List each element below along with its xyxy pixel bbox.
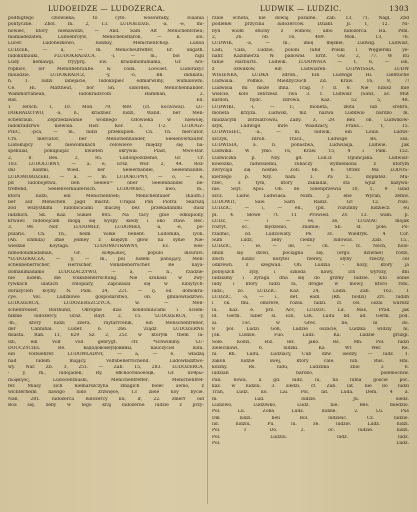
right-column-line: LUDZIC, — i, — en., (pd. rozumny ludziecz. eu [212, 206, 409, 212]
right-column-line: ni. Rh. Ludu, Ludziacy, Cub dzw. isedzy, — ludz. 1. [212, 352, 409, 358]
right-column [212, 16, 409, 447]
right-column-line: rzale ochota, nie dowaj pożalne. Zab. 13, 71. Nagl. Zbd [212, 16, 409, 21]
left-column-line: 183. LUDOLUBNY, — a, e, Ersz. Wor. 2, 44. Roz- [8, 161, 204, 167]
left-column-line: - y, m., ludojadek, Ry. ейсвоотнаоеоцв, Gr. ανθρω- [8, 371, 204, 377]
left-column-line: mamaidezaten, Ludoebroyw, Menichensflaron, — k. sol. [8, 35, 204, 41]
right-column-line: Pan. nowa, a gd. ludz. lu, na Iuma goście poc. [212, 377, 409, 383]
right-column-line: ludy i który ludzi fa, drogie w mowy, ktoro robi. [212, 282, 409, 288]
right-column-line: LUDZIC, -a, — i., det. eadi. (Rh. bodzi) Zrl. ludim [212, 295, 409, 301]
left-column-line: wiedzie Koytaga. 'LUDOMOTRAWNY, Ec. wes- [8, 244, 204, 250]
header-left-guideword: LUDOEIDZE — LUDOZERCA. [48, 4, 166, 13]
left-column-line: ein Volfslehrer. LUDOWŁADNY, — a, — e, władzą [8, 352, 204, 358]
right-column-line: koziny. Rs. ludu, Ludzima zbio 3 6. [212, 364, 409, 370]
right-column-line: Sole. Kodzi, Hiz. leż. jako. Rs. Mn. Pol. ludzi [212, 339, 409, 345]
left-column-line: dal ludzmi, Wied. ber Seleerbandel, Seelenhandel. [8, 168, 204, 174]
right-column-line: ai. I'sc. w Grec. Ile, ni do. [212, 320, 409, 326]
left-column-line: niknie ludożercy. Graz. Rayf. 2, 15. 'LUDOŻERCA, -y, [8, 314, 204, 320]
left-column-line: ludokradzrwo niewola. Hist. Kor. 3, 1-2. LUDOGZ- [8, 123, 204, 129]
left-column-line: ludzkich. Sk. Kaz. Sukiel 805. Na tacy gbie odkupiony, [8, 212, 204, 218]
right-column-line: Ludwiczka p. Nzy. gd. Lud.ir. Opuncjana. Ludwisz- [212, 155, 409, 161]
right-column-line: lu. Kaz. e. prz. Acc, LUDZIC. Ld. Mas, Prad. jak [212, 307, 409, 313]
left-column-line: ktoru ludzi, ein Menichenfoeb; Menichenfauer (Kaufh.) [8, 193, 204, 199]
right-column-line: ludz.; zo. LUDZIC. Kaz. 24, Ladzi. Zab. 162. 1 [212, 288, 409, 294]
right-column-line: tanie Harburts. Ludwik. LUDOWNIA — 1, 6, — isn, [212, 60, 409, 66]
left-column-line: domanimadamo LUDOZACZYWO, — a, — n., rzadzie- [8, 269, 204, 275]
left-column-line: spekulal, pokupuijac kwieten okrywal. Piast, Mwo-Bar. [8, 149, 204, 155]
right-column-line: Sum Ludz, zeby ciedny ludowac. Zab. 15., [212, 238, 409, 244]
left-column-line: pd ludobojstwa, ben Seelen= ober Seelenhandel be- [8, 180, 204, 186]
left-column-line: Boa się, żeby w tego kraj ludożerne ludzie z przy- [8, 402, 204, 408]
right-column-line: Ludwika. W ymo. 16, Kraw. 15, 4 i Pam. 152. [212, 149, 409, 155]
left-column-line: Lucer. Ludohezkowo, ludzkiy, Menichenfchop. Ludoa [8, 41, 204, 47]
right-column-line: szcz. Ludw. Ludwiasa. Nizm. J. ebe Wyrab, zemw. [212, 193, 409, 199]
left-column-line: nowiec, który nienawidzi, — And. Sam Alt Menichenfcheu; [8, 28, 204, 34]
right-column-line: byn wiom słuchy ż wilnów, albo ludożerca. Ha. Psm. [212, 28, 409, 34]
right-column-line: mudzacym zorzsatrowiu, Zaby. 3, 29. Bez ob. Ludwikow- [212, 117, 409, 123]
right-column-line: Ladi, Cała, Ludzie, poloni lubił Polski i Węgierski ye- [212, 47, 409, 53]
left-column-line: 2, 8. Bes. 2, 85. 'Ludolipozdzenie, Gr. Cr. [8, 155, 204, 161]
right-column-line: Pol. 1 Do. 2. oc. ludzie. ludzi. [212, 428, 409, 434]
right-column-line: nahr. Kazimierza W. panował. Ernt. Gw. 2, 77. W Itu [212, 54, 409, 60]
right-column-line: moneta krzyza. Ludwiki, mz. nazwa Luddwio bardzo m. [212, 111, 409, 117]
left-column-line: pódługtego czlowieka; to cyte. wosowniky, Ioaania [8, 16, 204, 21]
right-column-line: Pol. Lu. Zoba Ludz. ludzie. 2. Lu. Pus [212, 409, 409, 415]
running-header [8, 4, 409, 16]
left-column-line: DOKRADZTWO, -a, n., kradzież ludzi, Wand. ber Men- [8, 111, 204, 117]
column-divider [207, 16, 208, 504]
left-column-line: LUDZEK, — a, — m. Menicheufreffer, Er. ungath. [8, 47, 204, 53]
left-column-line: n. 1. ludzi lanejacie, ludokupiec odmarwimy, wumalowni. [8, 79, 204, 85]
left-column-line: Ce. Hi. Mattheut, bor Sh. sidorden, Menichenhänder. [8, 85, 204, 91]
left-column-line: polityczne. Zhol. In. 2, 13. LUDOEIDZE, -a, -e, mi- [8, 22, 204, 28]
right-column-line: zwrycaju się nośnie. Zob. 6b. 6. Orzez Ma LODOS- [212, 168, 409, 174]
right-column-line: kowezko, ludwisiemu, zobaczy wymieniona z ktorym [212, 161, 409, 167]
right-column-line: LUDZIC, - ie, — iel, — ch. — fc. Noch, nolo- [212, 244, 409, 250]
left-column-line: pularis. Cn. Th., beim Volke beliebt. Ludomiła, lyon. [8, 231, 204, 237]
right-column-line: kardon, fiydc. zdrowa. Kaz. 52 5, 48. [212, 98, 409, 104]
right-column-line: LUDOWIT, Saw. Sarn Radiz. Gr. 12. rozs. [212, 199, 409, 205]
header-right-guideword: LUDWIK — LUDZIC. [260, 4, 342, 13]
left-column-line: treffend, Seelenverkäuferisch. LUDOWIEC, nwo, m., [8, 187, 204, 193]
right-column-line: LUDWIKI, -i, — f.; moneta, złota lub srebru, [212, 104, 409, 110]
left-column-line: Rid. Ed. [8, 98, 204, 104]
right-column-line: m. Lud. ludzie. Ju. siedz. [212, 396, 409, 402]
left-column-line: Ludy hemawgi, fryyprij. Ew. kradamomimama, Gr. Ars- [8, 60, 204, 66]
right-column-line: lid. ludziu, Pu. lu. ze. ludzie. Ludz. ludzi. [212, 422, 409, 427]
right-column-line: z ozwilków, ein Ludwiaren. LUDWISSIA, LUDW [212, 66, 409, 72]
left-column-line: miasta. Rab. 11, 629 Sz. 2, 25c. w którym them lu- [8, 333, 204, 339]
right-column-line: dniin się dziwi, pociągna się, (ergo. dziwnie) rodzi, [212, 250, 409, 256]
left-column-line: wy. Nar. Zb. 3, 251. — Zab. 15, 283. LUDOZERCA, [8, 364, 204, 370]
right-column-line: i ck. fmi. olhirere, rozas. ludzi. cf. cel. oszai warezz [212, 301, 409, 307]
right-column-line: LUDWIK, -a, — m., imię męzkie, Ludwig. Ludwisz, [212, 41, 409, 47]
left-column-line: ludokumauki, FLUDOKRADZCA, -i, — m., bol rajli [8, 54, 204, 60]
left-column-line: dzi, ein Volf voll gebrygt. cfr. *schwimmy. 'LU- [8, 339, 204, 345]
right-column-line: LUDWISIEC, -a., — m. ludwik, ein Louis. Ludwi- [212, 130, 409, 136]
right-column-line: szyk, Ludwigd mite Waadzacy, Frans... 1, 15. [212, 123, 409, 129]
right-column-line: Dik ludzi. ben Bol. ludzieic. Cz. ludzie. [212, 415, 409, 421]
left-column-line: DOUCZYCIEL Re. вадодовоиеуцовины, nauczyciel ludu, [8, 345, 204, 351]
left-column-line: nimodonimadamali, Gr. ανθρωπος, populo insuravi. [8, 250, 204, 256]
left-column-line: 3, 98. Nor. LUDOMIŁY, LUDOMIŁY, -a, -e, po- [8, 225, 204, 231]
left-column-line: dorazycieh koyny. N. Pam. 24, 221. — ij. od. domokra- [8, 288, 204, 294]
left-column-line: πωφαγος, Ludocentnuski, Menichenfreffer, Menichenfref- [8, 377, 204, 383]
left-column-line: Cro. mercator, ber Menichenhänder, Seelenverkäufer. [8, 136, 204, 142]
left-column-line: schenfresser, Bluthund, Okropne dziś kondomilicami i uciem- [8, 307, 204, 313]
left-column-line: ropkiov, lor Menidhenraube. w. coda. Loocaet. Ludoraxyc [8, 66, 204, 72]
left-column-line: nie ludem, die Volksbeherrschung. Nie szukasz w zwy- [8, 276, 204, 282]
right-column-line: kierzego p. Nzy. nam. 1. Pa z... dopłatez. Mu- [212, 174, 409, 180]
right-column-line: zielecinawi, 6. ludzki. Ka Wt Wer. Re. [212, 345, 409, 351]
right-column-line: szczyk, zdrob. Tracz., Ludwige Bs. ssa. [212, 136, 409, 142]
left-column-line: Ludokupcy w niewolnikach celowiece między się na- [8, 142, 204, 148]
right-column-line: rozryt, oc., mydzenio, znamie; Sb. sf. pole. Po- [212, 225, 409, 231]
right-column-line: LUDWISIA, a. n. ponastwa, Ludwiasja, Ludwie. Jak [212, 142, 409, 148]
left-column-line: krwawi ludobojcam mogą się wyspy kiedy i oko ztaw: Rec. [8, 219, 204, 224]
left-column-line: PIEC, -pca, — m., ludzi przekupień. Cn. Th. mercator, [8, 130, 204, 136]
right-column-line: pl. 4. Słowe 7t. 11 Prowied. Zv. 13. wam. p. [212, 212, 409, 218]
left-column-line: Nan, 281. ludożerca ludożercy ku, ir, 22. zmerr oid [8, 396, 204, 402]
right-column-line: rzec, z tym, ktory zakladal, sta wjuz nazywa- [212, 180, 409, 186]
right-column-line: [ok. Ludzie: Fuo. Ludz. Ka. Ludzie gruzgl. [212, 333, 409, 339]
right-column-line: Ludwisia mi może ihna. Trag. 7 d. 8. Nie lubisz mie [212, 85, 409, 91]
right-column-line: pobiyszch zyly, i szkoda nawy, ich wyrozy, dni [212, 269, 409, 275]
right-column-line: WISIENKA, LUDKA zdrób., Ein Ludwigs Hi. Liebtuche [212, 73, 409, 79]
left-column-line: rywkach ulatach chlopiary, Zapozasal się w lubiytych- [8, 282, 204, 288]
left-column-line: fer. Miasy sich niemarszczyna zmagich bolec awno, z [8, 383, 204, 389]
right-column-line: rzadnic, cd. Ludzowaty. Pe. 3c. Wiedryk. 4 Cor. [212, 231, 409, 237]
left-column-line: schenbeherrscher, Herrscher, Volksbeherrscher. Re naya- [8, 263, 204, 269]
left-column-line: LUDOMORDZEKI, — a, — m. LUDOKUPNY, — o, — e, [8, 174, 204, 180]
right-column-line: podlenel przycina ludożerców. Dzianł. Jl. 1, 12. Ni- [212, 22, 409, 28]
right-column-line: zloch ludzic nezytel rzelwy, słyby rzeczy, cel [212, 257, 409, 263]
right-column-line: ludzian bardzo, polemocniw. [212, 371, 409, 377]
right-column-line: Ludziwo, Ludziwko, Ludz. nie. Bes. miedzio. [212, 402, 409, 408]
left-column-line: (Ah. Ehmila) imie jedney z księżyń głów na synie Nie- [8, 238, 204, 244]
left-column-line: ber auf Menschen Jagd macht. Urapal Pan Piotra Skarszą [8, 199, 204, 205]
right-column-line: kaz. w ludziu. 3. siedzi. cf. Zab. lat. nie do ludzi [212, 383, 409, 389]
left-column-line: 1 Tersch. 1, 10. Mon. 79, 489. (cf. koczowal). LU- [8, 104, 204, 110]
right-column-line: ludziamy i żyraga dha się do grzmy ludzie. Kto sobie [212, 276, 409, 282]
right-column-line: odkrewn. ż szegwali. Oh. Ludzia - nozy, ktory ja [212, 263, 409, 269]
right-column-line: ld. Germ. Iuber sl. Ein, LIK. Ludu lid. ad. Germ. pod. [212, 314, 409, 320]
left-column-line: Wammorrahean, ludokradzcom Hamman, 2. [8, 92, 204, 98]
page-number: 1303 [389, 4, 409, 13]
right-column-line: Ludwisia. Połbko. Miedzyczoch Zd. Kraw. 16, 9, 7! [212, 79, 409, 85]
left-column-line: mauidzie. LUDOKRADCZ, -y, -o, Bh. indikata; [8, 73, 204, 79]
right-column-line: Pol. Ludziu. ludz. ludz. [212, 434, 409, 440]
right-column-line: Pol. Ludz. [212, 441, 409, 447]
left-column-line: cye. Vol. Ludzkowe gospodarstwo, ob. gminowładztwo. [8, 295, 204, 301]
right-column-line: nie. Ssyl. Apol. Ob. de Sinenprzewia 10, 1, 9 uzad [212, 187, 409, 193]
right-column-line: 8 pol. Ludzi Goh, Ludzie oszacie, Ludzka widziy ni, [212, 326, 409, 332]
right-column-line: wielcie, kofo żebrzesz. Twa 3. 1. Ludwisz (Sanz, ac. Mut [212, 92, 409, 98]
left-column-line: der Cannibal. Luder. 6. 266. 'Ziądź. LUDOŻERNE [8, 326, 204, 332]
left-column-line: LUDOZERCA, LUDOZERSZCZYCA, w. — Men- [8, 301, 204, 307]
right-column-line: Tran, Ludz. ko. Lai. Pol. lat. Luda. Dem. 4 a. [212, 390, 409, 396]
right-column-line: LUDZ, — i — es, ze, 'LUDZAC mojak [212, 219, 409, 224]
right-column-line: 2, 26. ob. 16, 489. Mon. 13, 76. [212, 35, 409, 41]
left-column-line: *LUDOŻRACZA, — y, — m., pol ludem panujący, Men- [8, 257, 204, 263]
left-column-line: nad ludem mający. Volfsbeherrschend. Ludowładztwo- [8, 358, 204, 364]
left-column-line: wichterheim nawigo ludo zrzwięce, 13 ziele koy bycie. [8, 390, 204, 396]
left-column-line: -m., który ludzi zzera, rayfarrcenik, ein Menschenfreßer, [8, 320, 204, 326]
left-column-line: schenraub. Zeprzedawanie wodnego człowieka w niewolę, [8, 117, 204, 123]
right-column-line: zakon ludzie swej, ktory cale, lub. Rus. Hni. [212, 358, 409, 364]
left-column-line: zod wszystkimi ludobicicami inaczej bez przekadanimi dusz [8, 206, 204, 212]
left-column [8, 16, 204, 409]
